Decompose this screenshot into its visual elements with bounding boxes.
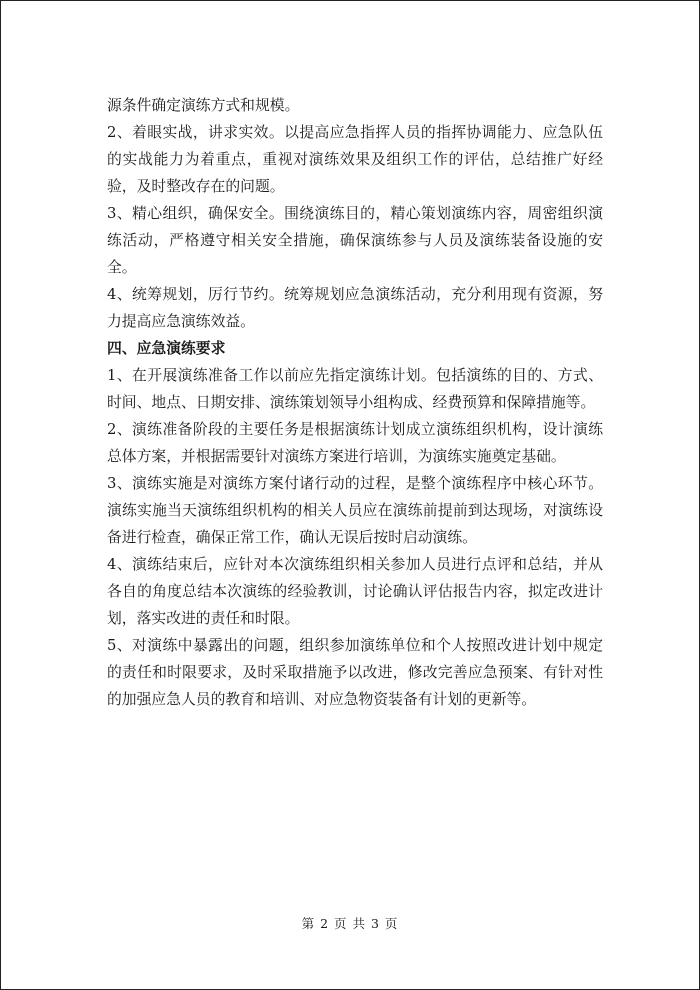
document-body	[107, 92, 603, 713]
paragraph-principle-3: 3、精心组织，确保安全。围绕演练目的，精心策划演练内容，周密组织演练活动，严格遵守相关安全措施，确保演练参与人员及演练装备设施的安全。	[107, 205, 603, 276]
paragraph-requirement-4: 4、演练结束后，应针对本次演练组织相关参加人员进行点评和总结，并从各自的角度总结本次演练的经验教训，讨论确认评估报告内容，拟定改进计划，落实改进的责任和时限。	[107, 556, 603, 627]
paragraph-requirement-5: 5、对演练中暴露出的问题，组织参加演练单位和个人按照改进计划中规定的责任和时限要求，及时采取措施予以改进，修改完善应急预案、有针对性的加强应急人员的教育和培训、对应急物资装备有计划的更新等。	[107, 637, 603, 708]
paragraph-requirement-2: 2、演练准备阶段的主要任务是根据演练计划成立演练组织机构，设计演练总体方案，并根据需要针对演练方案进行培训，为演练实施奠定基础。	[107, 421, 603, 465]
paragraph-requirement-3: 3、演练实施是对演练方案付诸行动的过程，是整个演练程序中核心环节。演练实施当天演练组织机构的相关人员应在演练前提前到达现场，对演练设备进行检查，确保正常工作，确认无误后按时启动演练。	[107, 475, 603, 546]
page-number-footer: 第 2 页 共 3 页	[301, 916, 399, 931]
section-heading-requirements: 四、应急演练要求	[107, 340, 226, 357]
paragraph-continuation: 源条件确定演练方式和规模。	[107, 97, 300, 114]
paragraph-principle-2: 2、着眼实战，讲求实效。以提高应急指挥人员的指挥协调能力、应急队伍的实战能力为着重点，重视对演练效果及组织工作的评估，总结推广好经验，及时整改存在的问题。	[107, 124, 603, 195]
paragraph-principle-4: 4、统筹规划，厉行节约。统筹规划应急演练活动，充分利用现有资源，努力提高应急演练效益。	[107, 286, 603, 330]
paragraph-requirement-1: 1、在开展演练准备工作以前应先指定演练计划。包括演练的目的、方式、时间、地点、日期安排、演练策划领导小组构成、经费预算和保障措施等。	[107, 367, 603, 411]
